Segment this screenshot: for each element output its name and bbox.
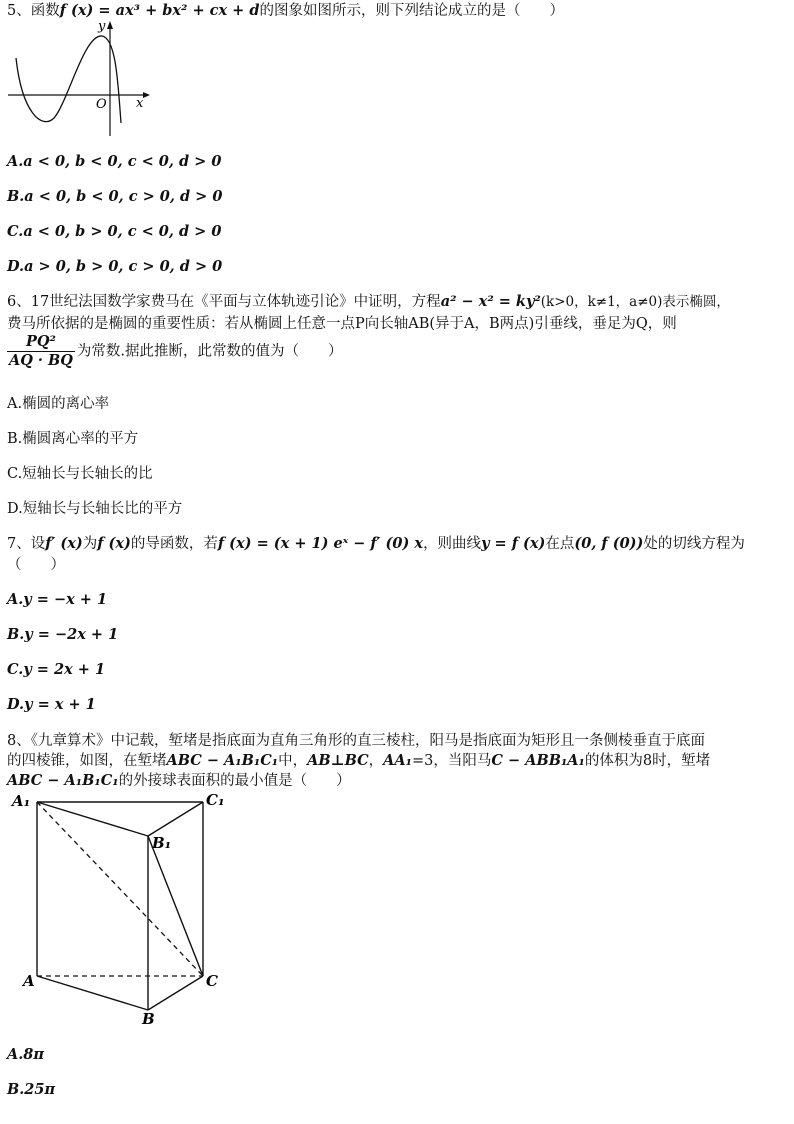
label-c1: C₁ [206, 791, 225, 809]
label-b1: B₁ [152, 834, 172, 852]
q5-x-arrow [143, 92, 150, 98]
q7-option-d[interactable]: D.y = x + 1 [7, 696, 96, 713]
q6-stem-line-2: 费马所依据的是椭圆的重要性质：若从椭圆上任意一点P向长轴AB(异于A，B两点)引垂线，垂足为Q，则 [7, 316, 677, 332]
q6-fraction-denominator: AQ · BQ [9, 352, 73, 369]
q6-stem-line-1 [7, 292, 730, 312]
q5-option-a[interactable]: A.a < 0, b < 0, c < 0, d > 0 [7, 153, 222, 170]
q6-stem-line-3 [7, 333, 343, 370]
q6-fraction [7, 333, 75, 370]
q6-option-a[interactable]: A.椭圆的离心率 [7, 396, 110, 412]
q7-option-a[interactable]: A.y = −x + 1 [7, 591, 108, 608]
q5-origin-label: O [96, 97, 107, 112]
q6-text-b: (k>0，k≠1，a≠0)表示椭圆， [540, 294, 730, 310]
label-b: B [142, 1010, 155, 1028]
q7-stem-line-1: 7、设f′ (x)为f (x)的导函数，若f (x) = (x + 1) eˣ − f′ (0) x，则曲线y = f (x)在点(0, f (0))处的切线方程为 [7, 535, 745, 552]
q7-option-c[interactable]: C.y = 2x + 1 [7, 661, 106, 678]
q8-option-b[interactable]: B.25π [7, 1081, 56, 1098]
q5-stem-text-2: 的图象如图所示，则下列结论成立的是（ ） [259, 3, 565, 19]
q5-stem-text: 5、函数 [7, 3, 60, 19]
q5-graph [6, 18, 156, 140]
q6-text-c: 为常数.据此推断，此常数的值为（ ） [76, 343, 343, 360]
label-c: C [206, 972, 218, 990]
q5-option-c[interactable]: C.a < 0, b > 0, c < 0, d > 0 [7, 223, 222, 240]
q5-x-label: x [136, 96, 144, 111]
q5-y-arrow [107, 21, 113, 29]
q6-equation: a² − x² = ky² [440, 293, 541, 310]
label-a: A [23, 972, 35, 990]
label-a1: A₁ [12, 792, 31, 810]
q5-option-d[interactable]: D.a > 0, b > 0, c > 0, d > 0 [7, 258, 223, 275]
q6-option-b[interactable]: B.椭圆离心率的平方 [7, 431, 139, 447]
q8-option-a[interactable]: A.8π [7, 1046, 45, 1063]
q5-function: f (x) = ax³ + bx² + cx + d [59, 2, 260, 19]
q7-option-b[interactable]: B.y = −2x + 1 [7, 626, 119, 643]
q5-y-label: y [98, 19, 106, 34]
q8-stem-line-2: 的四棱锥，如图，在堑堵ABC − A₁B₁C₁中，AB⊥BC，AA₁=3，当阳马C − ABB₁A₁的体积为8时，堑堵 [7, 752, 711, 769]
q6-text-a: 6、17世纪法国数学家费马在《平面与立体轨迹引论》中证明，方程 [7, 294, 441, 310]
q8-stem-line-3: ABC − A₁B₁C₁的外接球表面积的最小值是（ ） [7, 772, 351, 789]
q6-option-c[interactable]: C.短轴长与长轴长的比 [7, 466, 153, 482]
q6-option-d[interactable]: D.短轴长与长轴长比的平方 [7, 501, 183, 517]
q5-option-b[interactable]: B.a < 0, b < 0, c > 0, d > 0 [7, 188, 223, 205]
q7-stem-line-2: （ ） [7, 557, 65, 573]
q8-prism-figure [10, 788, 230, 1028]
q8-stem-line-1: 8、《九章算术》中记载，堑堵是指底面为直角三角形的直三棱柱，阳马是指底面为矩形且一条侧棱垂直于底面 [7, 733, 705, 749]
q6-fraction-numerator: PQ² [7, 333, 75, 352]
